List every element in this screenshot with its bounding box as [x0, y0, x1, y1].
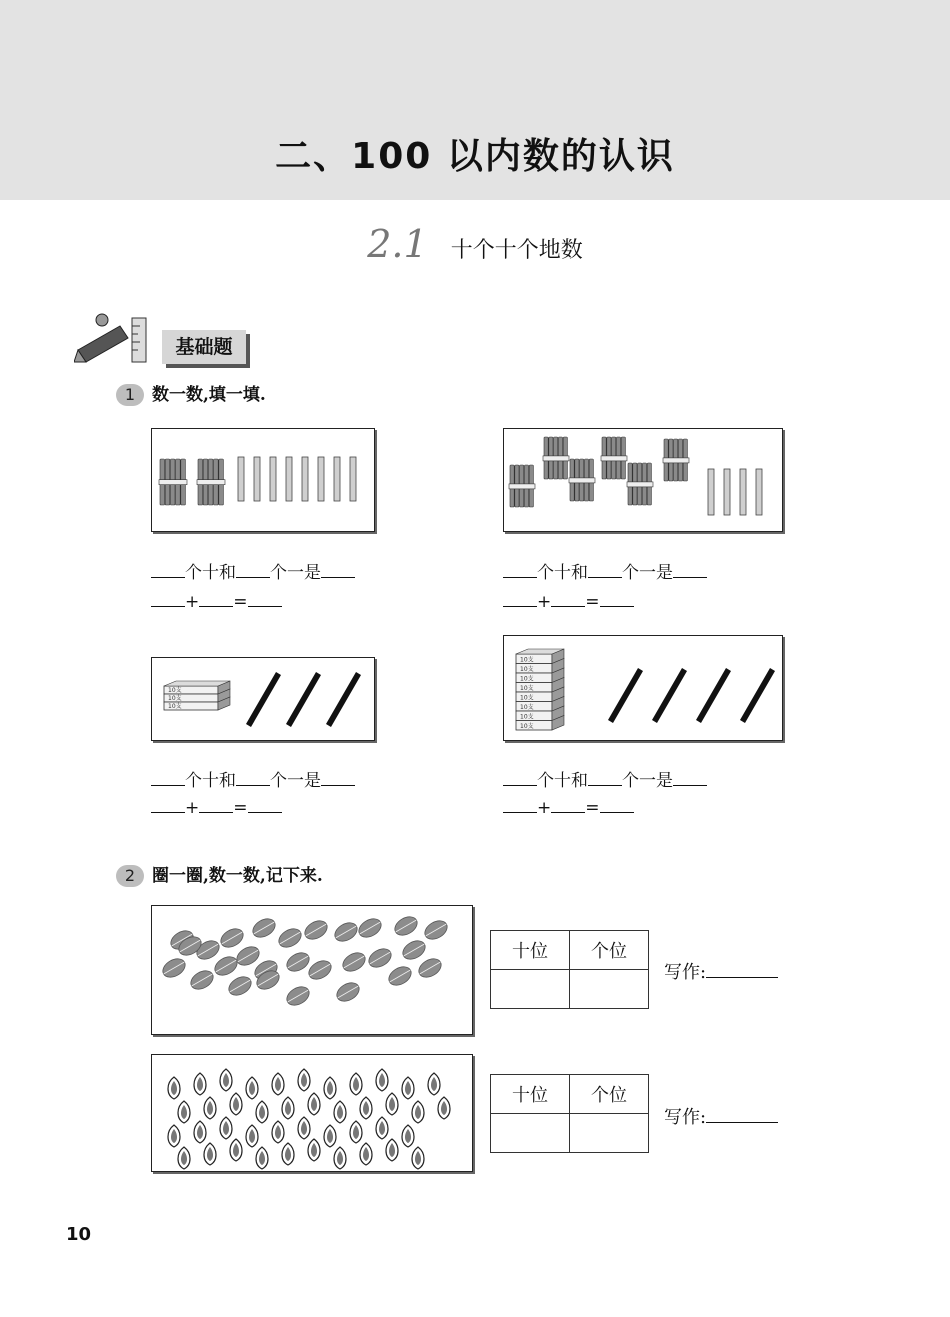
pen-box-label: 10支: [520, 723, 534, 730]
seed: [230, 1093, 242, 1115]
leaf: [226, 973, 255, 999]
leaf: [306, 957, 335, 983]
seed: [412, 1147, 424, 1169]
seed: [220, 1069, 232, 1091]
seed: [324, 1077, 336, 1099]
question-1-heading: [116, 380, 266, 406]
single-stick: [302, 457, 308, 501]
answer-blank[interactable]: [551, 798, 585, 813]
seed: [282, 1097, 294, 1119]
answer-blank[interactable]: [236, 563, 270, 578]
leaf: [218, 925, 247, 951]
answer-blank[interactable]: [151, 771, 185, 786]
answer-blank[interactable]: [673, 771, 707, 786]
single-stick: [708, 469, 714, 515]
leaf: [284, 983, 313, 1009]
pen: [608, 668, 643, 723]
single-stick: [350, 457, 356, 501]
answer-blank[interactable]: [151, 592, 185, 607]
pen: [286, 672, 321, 727]
seed: [412, 1101, 424, 1123]
leaf: [400, 937, 429, 963]
ones-cell[interactable]: [570, 1114, 649, 1153]
seed: [246, 1077, 258, 1099]
seed: [256, 1101, 268, 1123]
seed: [168, 1125, 180, 1147]
pen-box-label: 10支: [520, 666, 534, 673]
single-stick: [334, 457, 340, 501]
leaf: [366, 945, 395, 971]
stick-bundle: [627, 463, 653, 505]
leaf: [302, 917, 331, 943]
leaf: [356, 915, 385, 941]
seed: [298, 1069, 310, 1091]
pen-box: [164, 681, 230, 694]
leaf: [212, 953, 241, 979]
seed: [194, 1121, 206, 1143]
question-number: 1: [116, 384, 144, 406]
fill-line-equation: + =: [503, 592, 634, 612]
answer-blank[interactable]: [503, 563, 537, 578]
pen-box-label: 10支: [520, 694, 534, 702]
section-title: 十个十个地数: [450, 238, 583, 263]
seed: [376, 1117, 388, 1139]
stick-bundle: [159, 459, 187, 505]
leaf: [284, 949, 313, 975]
fill-line-equation: + =: [151, 592, 282, 612]
leaf: [276, 925, 305, 951]
write-answer: 写作:: [664, 958, 778, 984]
tens-header: 十位: [491, 931, 570, 970]
pen: [326, 672, 361, 727]
write-answer: 写作:: [664, 1103, 778, 1129]
answer-blank[interactable]: [248, 592, 282, 607]
tens-header: 十位: [491, 1075, 570, 1114]
question-prompt: 圈一圈,数一数,记下来.: [152, 866, 323, 886]
leaf: [386, 963, 415, 989]
ones-header: 个位: [570, 1075, 649, 1114]
pen-box-label: 10支: [520, 704, 534, 711]
seed: [360, 1143, 372, 1165]
category-tag-block: [74, 308, 274, 368]
leaf: [422, 917, 451, 943]
fill-line-equation: + =: [151, 798, 282, 818]
category-tag: 基础题: [162, 330, 246, 364]
answer-blank[interactable]: [503, 771, 537, 786]
seed: [386, 1093, 398, 1115]
fill-line-tens-ones: 个十和 个一是: [503, 766, 707, 791]
answer-blank[interactable]: [503, 798, 537, 813]
answer-blank[interactable]: [551, 592, 585, 607]
pen-box-label: 10支: [520, 685, 534, 692]
leaf: [250, 915, 279, 941]
pen: [696, 668, 731, 723]
single-stick: [254, 457, 260, 501]
single-stick: [238, 457, 244, 501]
seed: [272, 1121, 284, 1143]
answer-blank[interactable]: [503, 592, 537, 607]
fill-line-equation: + =: [503, 798, 634, 818]
question-2-heading: [116, 861, 323, 887]
leaf: [160, 955, 189, 981]
stick-bundle: [543, 437, 569, 479]
seed: [178, 1101, 190, 1123]
section-heading: [0, 222, 950, 266]
seed: [204, 1097, 216, 1119]
section-number: 2.1: [367, 222, 428, 266]
fill-line-tens-ones: 个十和 个一是: [503, 558, 707, 583]
q2-picture-leaves: [151, 905, 473, 1035]
leaf: [188, 967, 217, 993]
pen-box-label: 10支: [168, 703, 182, 710]
leaf: [234, 943, 263, 969]
q2-picture-seeds: [151, 1054, 473, 1172]
seed: [334, 1101, 346, 1123]
pen-box-label: 10支: [168, 687, 182, 694]
place-value-table: [490, 930, 649, 1009]
pen-box-label: 10支: [520, 656, 534, 664]
write-answer-blank[interactable]: [706, 961, 778, 978]
tens-cell[interactable]: [491, 970, 570, 1009]
answer-blank[interactable]: [600, 592, 634, 607]
stick-bundle: [569, 459, 595, 501]
fill-line-tens-ones: 个十和 个一是: [151, 558, 355, 583]
answer-blank[interactable]: [199, 798, 233, 813]
seed: [230, 1139, 242, 1161]
seed: [246, 1125, 258, 1147]
page-number: 10: [66, 1224, 92, 1245]
stick-bundle: [601, 437, 627, 479]
answer-blank[interactable]: [321, 771, 355, 786]
answer-blank[interactable]: [588, 771, 622, 786]
seed: [308, 1093, 320, 1115]
answer-blank[interactable]: [600, 798, 634, 813]
seed: [308, 1139, 320, 1161]
seed: [428, 1073, 440, 1095]
answer-blank[interactable]: [321, 563, 355, 578]
single-stick: [286, 457, 292, 501]
q1-picture-d: [503, 635, 783, 741]
seed: [334, 1147, 346, 1169]
ones-cell[interactable]: [570, 970, 649, 1009]
seed: [168, 1077, 180, 1099]
pen-box-label: 10支: [168, 695, 182, 702]
single-stick: [740, 469, 746, 515]
pen: [246, 672, 281, 727]
seed: [438, 1097, 450, 1119]
q1-picture-c: [151, 657, 375, 741]
single-stick: [724, 469, 730, 515]
seed: [360, 1097, 372, 1119]
ones-header: 个位: [570, 931, 649, 970]
pen-box-label: 10支: [520, 713, 534, 721]
stick-bundle: [663, 439, 689, 481]
leaf: [340, 949, 369, 975]
answer-blank[interactable]: [151, 798, 185, 813]
leaf: [332, 919, 361, 945]
q1-picture-a: [151, 428, 375, 532]
leaf: [392, 913, 421, 939]
chapter-title: 二、100 以内数的认识: [275, 136, 675, 177]
answer-blank[interactable]: [588, 563, 622, 578]
answer-blank[interactable]: [248, 798, 282, 813]
question-number: 2: [116, 865, 144, 887]
seed: [178, 1147, 190, 1169]
stick-bundle: [197, 459, 225, 505]
fill-line-tens-ones: 个十和 个一是: [151, 766, 355, 791]
single-stick: [318, 457, 324, 501]
seed: [194, 1073, 206, 1095]
tens-cell[interactable]: [491, 1114, 570, 1153]
write-answer-blank[interactable]: [706, 1106, 778, 1123]
answer-blank[interactable]: [236, 771, 270, 786]
pen-box-label: 10支: [520, 675, 534, 683]
seed: [350, 1121, 362, 1143]
answer-blank[interactable]: [199, 592, 233, 607]
seed: [376, 1069, 388, 1091]
seed: [204, 1143, 216, 1165]
seed: [402, 1077, 414, 1099]
pen: [652, 668, 687, 723]
q1-picture-b: [503, 428, 783, 532]
seed: [402, 1125, 414, 1147]
pencil-ruler-icon: [74, 308, 154, 368]
single-stick: [270, 457, 276, 501]
seed: [386, 1139, 398, 1161]
answer-blank[interactable]: [151, 563, 185, 578]
answer-blank[interactable]: [673, 563, 707, 578]
seed: [256, 1147, 268, 1169]
stick-bundle: [509, 465, 535, 507]
seed: [324, 1125, 336, 1147]
seed: [298, 1117, 310, 1139]
place-value-table: [490, 1074, 649, 1153]
question-prompt: 数一数,填一填.: [152, 385, 266, 405]
leaf: [416, 955, 445, 981]
single-stick: [756, 469, 762, 515]
seed: [272, 1073, 284, 1095]
seed: [220, 1117, 232, 1139]
leaf: [334, 979, 363, 1005]
seed: [282, 1143, 294, 1165]
seed: [350, 1073, 362, 1095]
pen: [740, 668, 775, 723]
